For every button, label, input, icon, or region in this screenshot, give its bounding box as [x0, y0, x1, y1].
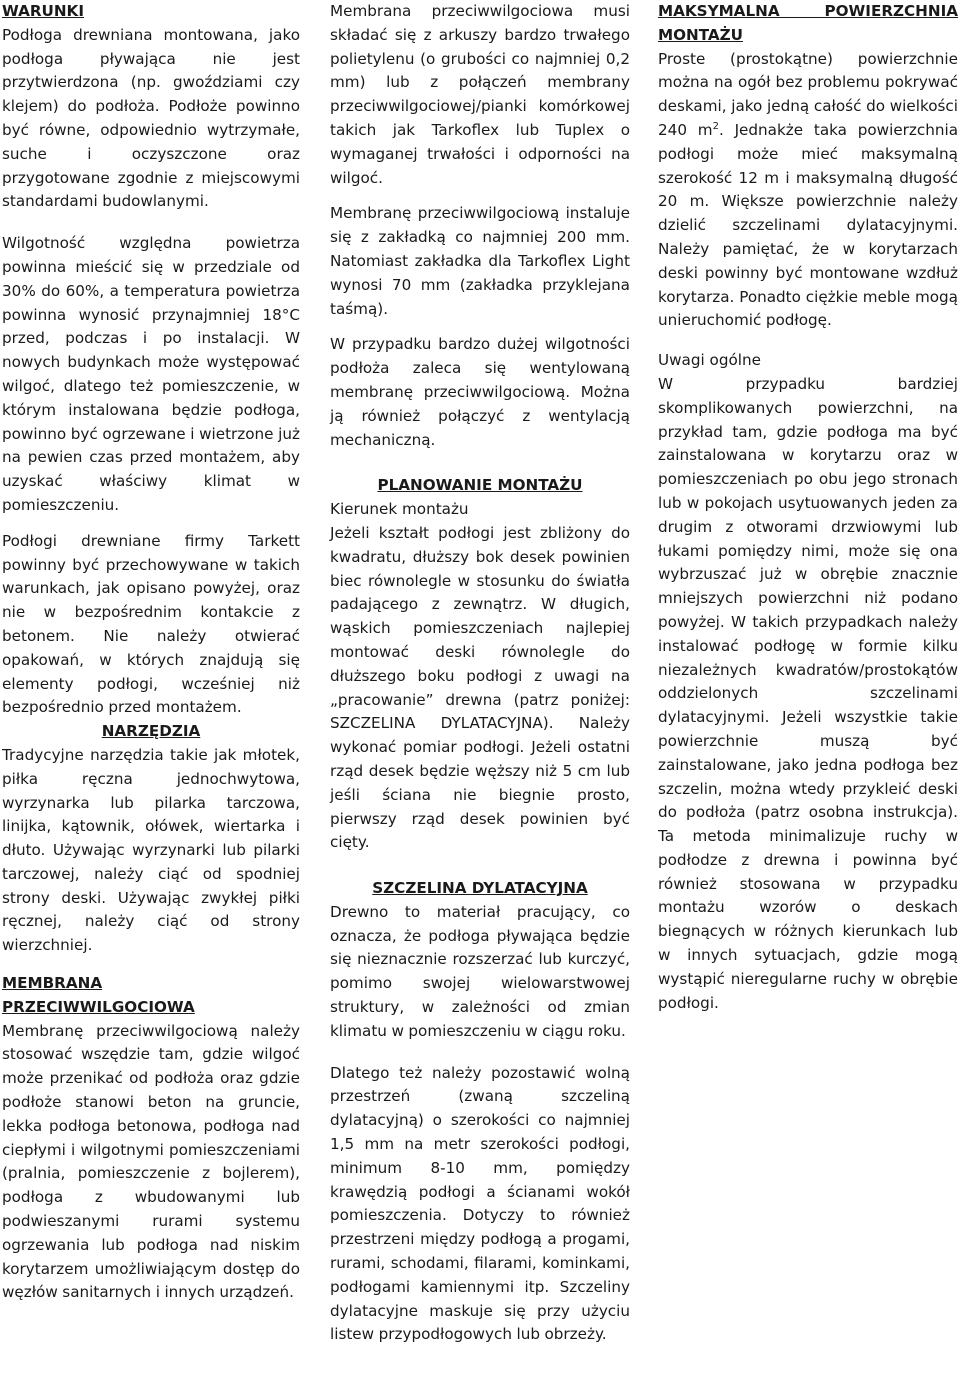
paragraph-maksymalna — [658, 48, 958, 334]
column-left — [2, 0, 300, 1305]
paragraph-membrana-sklad: Membrana przeciwwilgociowa musi składać się z arkuszy bardzo trwałego polietylenu (o grubości co najmniej 0,2 mm) lub z połączeń membrany przeciwwilgociowej/pianki komórkowej takich jak Tarkoflex lub Tuplex o wymaganej trwałości i odporności na wilgoć. — [330, 2, 630, 187]
subheading-kierunek: Kierunek montażu — [330, 500, 469, 519]
column-right — [658, 0, 958, 1015]
paragraph-drewno: Drewno to materiał pracujący, co oznacza, że podłoga pływająca będzie się nieznacznie rozszerzać lub kurczyć, pomimo swojej wielowarstwowej struktury, w zależności od zmian klimatu w pomieszczeniu w ciągu roku. — [330, 902, 630, 1040]
heading-szczelina: SZCZELINA DYLATACYJNA — [372, 879, 588, 898]
paragraph-narzedzia: Tradycyjne narzędzia takie jak młotek, piłka ręczna jednochwytowa, wyrzynarka lub pilarka tarczowa, linijka, kątownik, ołówek, wiertarka i dłuto. Używając wyrzynarki lub pilarki tarczowej, należy ciąć od spodniej strony deski. Używając zwykłej piłki ręcznej, należy ciąć od strony wierzchniej. — [2, 745, 300, 955]
paragraph-zakladka: Membranę przeciwwilgociową instaluje się z zakładką co najmniej 200 mm. Natomiast zakładka dla Tarkoflex Light wynosi 70 mm (zakładka przyklejana taśmą). — [330, 204, 630, 318]
subheading-uwagi: Uwagi ogólne — [658, 351, 761, 370]
heading-planowanie: PLANOWANIE MONTAŻU — [377, 476, 583, 495]
heading-warunki: WARUNKI — [2, 2, 84, 20]
column-middle — [330, 0, 630, 1347]
paragraph-przechowywanie: Podłogi drewniane firmy Tarkett powinny być przechowywane w takich warunkach, jak opisano powyżej, oraz nie w bezpośrednim kontakcie z betonem. Nie należy otwierać opakowań, w których znajdują się elementy podłogi, wcześniej niż bezpośrednio przed montażem. — [2, 531, 300, 717]
paragraph-kierunek: Jeżeli kształt podłogi jest zbliżony do kwadratu, dłuższy bok desek powinien biec równolegle w stosunku do światła padającego z zewnątrz. W długich, wąskich pomieszczeniach najlepiej montować deski równolegle do dłuższego boku podłogi z uwagi na „pracowanie” drewna (patrz poniżej: SZCZELINA DYLATACYJNA). Należy wykonać pomiar podłogi. Jeżeli ostatni rząd desek będzie węższy niż 5 cm lub jeśli ściana nie biegnie prosto, pierwszy rząd desek powinien być cięty. — [330, 523, 630, 852]
paragraph-wentylowana: W przypadku bardzo dużej wilgotności podłoża zaleca się wentylowaną membranę przeciwwilgociową. Można ją również połączyć z wentylacją mechaniczną. — [330, 335, 630, 449]
heading-membrana: MEMBRANA PRZECIWWILGOCIOWA — [2, 974, 195, 1016]
heading-maksymalna: MAKSYMALNA POWIERZCHNIA MONTAŻU — [658, 2, 958, 44]
paragraph-maksymalna-part1: Proste (prostokątne) powierzchnie można na ogół bez problemu pokrywać deskami, jako jedną całość do wielkości 240 m — [658, 49, 958, 139]
paragraph-szczelina: Dlatego też należy pozostawić wolną przestrzeń (zwaną szczeliną dylatacyjną) o szerokości co najmniej 1,5 mm na metr szerokości podłogi, minimum 8-10 mm, pomiędzy krawędzią podłogi a ścianami wokół pomieszczenia. Dotyczy to również przestrzeni między podłogą a progami, rurami, schodami, filarami, kominkami, podłogami kamiennymi itp. Szczeliny dylatacyjne maskuje się przy użyciu listew przypodłogowych lub obrzeży. — [330, 1063, 630, 1344]
paragraph-uwagi: W przypadku bardziej skomplikowanych powierzchni, na przykład tam, gdzie podłoga ma być zainstalowana w korytarzu oraz w pomieszczeniach po obu jego stronach lub w pokojach usytuowanych jeden za drugim z otworami drzwiowymi lub łukami pomiędzy nimi, może się ona wybrzuszać już w obrębie znacznie mniejszych powierzchni niż podano powyżej. W takich przypadkach należy instalować podłogę w formie kilku niezależnych kwadratów/prostokątów oddzielonych szczelinami dylatacyjnymi. Jeżeli wszystkie takie powierzchnie muszą być zainstalowane, jako jedna podłoga bez szczelin, można wtedy przykleić deski do podłoża (patrz osobna instrukcja). Ta metoda minimalizuje ruchy w podłodze z drewna i powinna być również stosowana w przypadku montażu wzorów o deskach biegnących w różnych kierunkach lub w innych sytuacjach, gdzie mogą wystąpić nieregularne ruchy w obrębie podłogi. — [658, 374, 958, 1012]
superscript-2: 2 — [712, 120, 719, 132]
paragraph-warunki: Podłoga drewniana montowana, jako podłoga pływająca nie jest przytwierdzona (np. gwoździami czy klejem) do podłoża. Podłoże powinno być równe, odpowiednio wytrzymałe, suche i oczyszczone oraz przygotowane zgodnie z miejscowymi standardami budowlanymi. — [2, 25, 300, 211]
heading-narzedzia: NARZĘDZIA — [101, 722, 201, 741]
paragraph-wilgotnosc: Wilgotność względna powietrza powinna mieścić się w przedziale od 30% do 60%, a temperatura powietrza powinna wynosić przynajmniej 18°C przed, podczas i po instalacji. W nowych budynkach może występować wilgoć, dlatego też pomieszczenie, w którym instalowana będzie podłoga, powinno być ogrzewane i wietrzone już na pewien czas przed montażem, aby uzyskać właściwy klimat w pomieszczeniu. — [2, 234, 300, 514]
paragraph-maksymalna-part2: . Jednakże taka powierzchnia podłogi może mieć maksymalną szerokość 12 m i maksymalną długość 20 m. Większe powierzchnie należy dzielić szczelinami dylatacyjnymi. Należy pamiętać, że w korytarzach deski powinny być montowane wzdłuż korytarza. Ponadto ciężkie meble mogą unieruchomić podłogę. — [658, 120, 959, 330]
paragraph-membrana: Membranę przeciwwilgociową należy stosować wszędzie tam, gdzie wilgoć może przenikać od podłoża oraz gdzie podłoże stanowi beton na gruncie, lekka podłoga betonowa, podłoga nad ciepłymi i wilgotnymi pomieszczeniami (pralnia, pomieszczenie z bojlerem), podłoga z wbudowanymi lub podwieszanymi rurami systemu ogrzewania lub podłoga nad niskim korytarzem umożliwiającym dostęp do węzłów sanitarnych i innych urządzeń. — [2, 1021, 300, 1302]
